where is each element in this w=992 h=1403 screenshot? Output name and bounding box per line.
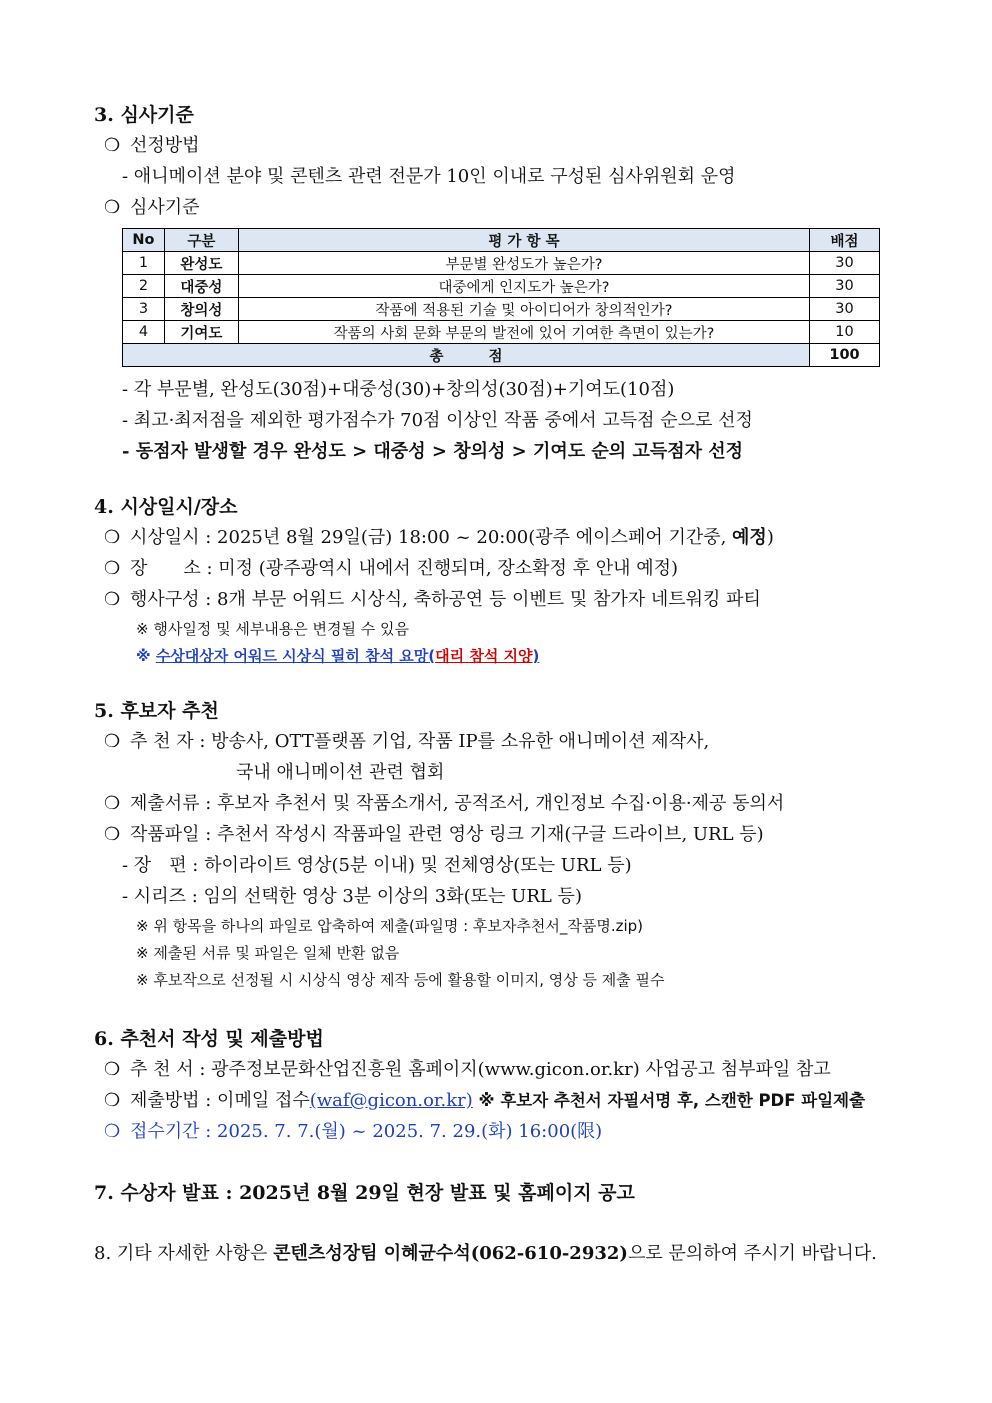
submit-method-text: 제출방법 : 이메일 접수 <box>130 1090 310 1111</box>
recommender-text: 추 천 자 : 방송사, OTT플랫폼 기업, 작품 IP를 소유한 애니메이션 제작사, <box>130 731 710 752</box>
row-item: 작품의 사회 문화 부문의 발전에 있어 기여한 측면이 있는가? <box>238 321 809 344</box>
circle-bullet-icon: ❍ <box>104 793 121 814</box>
submit-method-note: ※ 후보자 추천서 자필서명 후, 스캔한 PDF 파일제출 <box>472 1091 866 1110</box>
circle-bullet-icon: ❍ <box>104 731 121 752</box>
row-category: 창의성 <box>164 298 238 321</box>
circle-bullet-icon: ❍ <box>104 135 121 156</box>
contact-person: 콘텐츠성장팀 이혜균수석(062-610-2932) <box>273 1243 628 1264</box>
document-page <box>94 100 904 1270</box>
row-category: 대중성 <box>164 275 238 298</box>
selection-method-desc: - 애니메이션 분야 및 콘텐츠 관련 전문가 10인 이내로 구성된 심사위원회 운영 <box>122 166 736 187</box>
form-info-text: 추 천 서 : 광주정보문화산업진흥원 홈페이지(www.gicon.or.kr) 사업공고 첨부파일 참고 <box>130 1059 831 1080</box>
circle-bullet-icon: ❍ <box>104 589 121 610</box>
circle-bullet-icon: ❍ <box>104 1121 121 1142</box>
col-item: 평 가 항 목 <box>238 229 809 252</box>
submission-docs-text: 제출서류 : 후보자 추천서 및 작품소개서, 공적조서, 개인정보 수집·이용·제공 동의서 <box>130 793 785 814</box>
section-8-contact <box>94 1239 904 1270</box>
award-date-close: ) <box>766 527 774 548</box>
row-item: 작품에 적용된 기술 및 아이디어가 창의적인가? <box>238 298 809 321</box>
row-no: 2 <box>123 275 165 298</box>
award-place <box>94 554 904 585</box>
section-6-title: 6. 추천서 작성 및 제출방법 <box>94 1028 324 1050</box>
section-5-title: 5. 후보자 추천 <box>94 700 219 722</box>
file-note-3: ※ 후보작으로 선정될 시 시상식 영상 제작 등에 활용할 이미지, 영상 등 제출 필수 <box>136 971 665 989</box>
criteria-heading <box>94 193 904 224</box>
attendance-required: 수상대상자 어워드 시상식 필히 참석 요망 <box>155 647 429 665</box>
criteria-label: 심사기준 <box>130 197 200 218</box>
recommender-cont: 국내 애니메이션 관련 협회 <box>236 762 445 783</box>
circle-bullet-icon: ❍ <box>104 558 121 579</box>
row-score: 30 <box>810 298 880 321</box>
row-no: 4 <box>123 321 165 344</box>
series-file: - 시리즈 : 임의 선택한 영상 3분 이상의 3화(또는 URL 등) <box>122 886 582 907</box>
form-info <box>94 1055 904 1086</box>
table-row <box>123 298 880 321</box>
paren-open: ( <box>428 647 436 665</box>
row-score: 30 <box>810 275 880 298</box>
paren-close: ) <box>532 647 540 665</box>
section-3-title: 3. 심사기준 <box>94 104 194 126</box>
criteria-note-2: - 최고·최저점을 제외한 평가점수가 70점 이상인 작품 중에서 고득점 순으로 선정 <box>122 410 753 431</box>
criteria-table <box>122 228 880 367</box>
row-no: 3 <box>123 298 165 321</box>
contact-pre: 8. 기타 자세한 사항은 <box>94 1243 274 1264</box>
row-score: 30 <box>810 252 880 275</box>
row-category: 기여도 <box>164 321 238 344</box>
selection-method-label: 선정방법 <box>130 135 200 156</box>
table-row <box>123 252 880 275</box>
work-file <box>94 820 904 851</box>
circle-bullet-icon: ❍ <box>104 824 121 845</box>
col-no: No <box>123 229 165 252</box>
row-score: 10 <box>810 321 880 344</box>
event-composition-text: 행사구성 : 8개 부문 어워드 시상식, 축하공연 등 이벤트 및 참가자 네트워킹 파티 <box>130 589 761 610</box>
table-header-row <box>123 229 880 252</box>
feature-file: - 장 편 : 하이라이트 영상(5분 이내) 및 전체영상(또는 URL 등) <box>122 855 632 876</box>
row-item: 대중에게 인지도가 높은가? <box>238 275 809 298</box>
col-category: 구분 <box>164 229 238 252</box>
proxy-discouraged: 대리 참석 지양 <box>435 647 533 665</box>
row-no: 1 <box>123 252 165 275</box>
submit-period-text: 접수기간 : 2025. 7. 7.(월) ~ 2025. 7. 29.(화) 16:00(限) <box>130 1121 603 1142</box>
event-note-1: ※ 행사일정 및 세부내용은 변경될 수 있음 <box>136 620 410 638</box>
table-row <box>123 275 880 298</box>
table-row <box>123 321 880 344</box>
submit-method <box>94 1086 904 1117</box>
award-date <box>94 523 904 554</box>
section-7-title: 7. 수상자 발표 : 2025년 8월 29일 현장 발표 및 홈페이지 공고 <box>94 1182 635 1204</box>
award-date-tentative: 예정 <box>732 527 767 548</box>
work-file-text: 작품파일 : 추천서 작성시 작품파일 관련 영상 링크 기재(구글 드라이브, URL 등) <box>130 824 764 845</box>
row-category: 완성도 <box>164 252 238 275</box>
submission-docs <box>94 789 904 820</box>
award-place-text: 장 소 : 미정 (광주광역시 내에서 진행되며, 장소확정 후 안내 예정) <box>130 558 679 579</box>
circle-bullet-icon: ❍ <box>104 1090 121 1111</box>
total-label: 총 점 <box>123 344 810 367</box>
contact-post: 으로 문의하여 주시기 바랍니다. <box>627 1243 877 1264</box>
recommender <box>94 727 904 758</box>
email-link[interactable]: (waf@gicon.or.kr) <box>309 1090 473 1111</box>
submit-period <box>94 1117 904 1148</box>
criteria-note-3: - 동점자 발생할 경우 완성도 > 대중성 > 창의성 > 기여도 순의 고득점자 선정 <box>122 441 744 462</box>
circle-bullet-icon: ❍ <box>104 1059 121 1080</box>
row-item: 부문별 완성도가 높은가? <box>238 252 809 275</box>
circle-bullet-icon: ❍ <box>104 197 121 218</box>
note-mark: ※ <box>136 647 156 665</box>
event-composition <box>94 585 904 616</box>
event-note-2 <box>94 643 904 670</box>
file-note-1: ※ 위 항목을 하나의 파일로 압축하여 제출(파일명 : 후보자추천서_작품명.zip) <box>136 917 644 935</box>
section-4-title: 4. 시상일시/장소 <box>94 496 238 518</box>
award-date-text: 시상일시 : 2025년 8월 29일(금) 18:00 ~ 20:00(광주 에이스페어 기간중, <box>130 527 733 548</box>
circle-bullet-icon: ❍ <box>104 527 121 548</box>
col-score: 배점 <box>810 229 880 252</box>
table-total-row <box>123 344 880 367</box>
criteria-note-1: - 각 부문별, 완성도(30점)+대중성(30)+창의성(30점)+기여도(10점) <box>122 379 675 400</box>
file-note-2: ※ 제출된 서류 및 파일은 일체 반환 없음 <box>136 944 400 962</box>
total-score: 100 <box>810 344 880 367</box>
selection-method-heading <box>94 131 904 162</box>
